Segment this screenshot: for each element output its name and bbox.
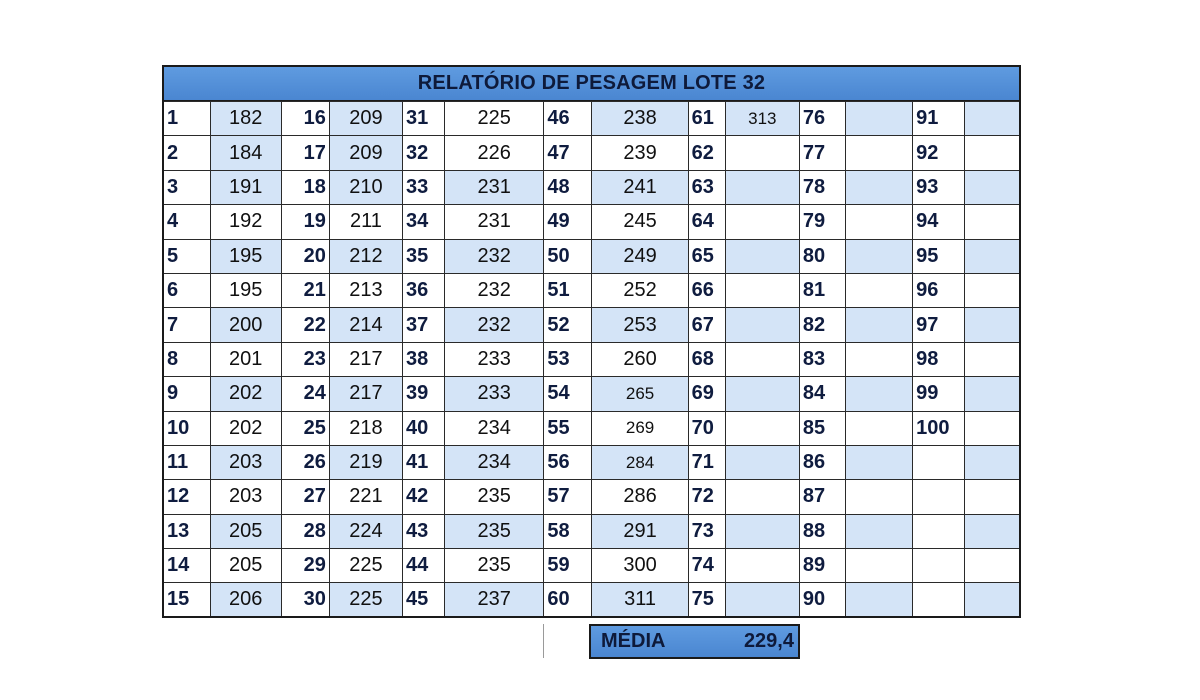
- weight-cell[interactable]: [725, 480, 799, 514]
- row-number-cell: 35: [403, 239, 445, 273]
- row-number-cell: 20: [281, 239, 329, 273]
- row-number-cell: 16: [281, 102, 329, 136]
- row-number-cell: 83: [799, 342, 845, 376]
- weight-cell[interactable]: 214: [329, 308, 402, 342]
- row-number-cell: 78: [799, 170, 845, 204]
- weight-cell[interactable]: [965, 308, 1020, 342]
- weight-cell[interactable]: [725, 273, 799, 307]
- row-number-cell: 9: [163, 377, 210, 411]
- row-number-cell: 43: [403, 514, 445, 548]
- weight-cell[interactable]: 233: [445, 342, 544, 376]
- weight-cell[interactable]: 201: [210, 342, 281, 376]
- weight-cell[interactable]: [846, 308, 913, 342]
- row-number-cell: 88: [799, 514, 845, 548]
- weight-cell[interactable]: [965, 549, 1020, 583]
- row-number-cell: 28: [281, 514, 329, 548]
- row-number-cell: 80: [799, 239, 845, 273]
- weight-cell[interactable]: 269: [592, 411, 688, 445]
- row-number-cell: 81: [799, 273, 845, 307]
- weight-cell[interactable]: 203: [210, 445, 281, 479]
- weight-cell[interactable]: [965, 102, 1020, 136]
- row-number-cell: 57: [544, 480, 592, 514]
- weight-cell[interactable]: [725, 170, 799, 204]
- weight-cell[interactable]: 239: [592, 136, 688, 170]
- row-number-cell: 3: [163, 170, 210, 204]
- weight-cell[interactable]: [846, 342, 913, 376]
- row-number-cell: 94: [913, 205, 965, 239]
- average-label: MÉDIA: [601, 630, 666, 652]
- weight-cell[interactable]: 234: [445, 411, 544, 445]
- table-row: [163, 205, 1020, 239]
- row-number-cell: 47: [544, 136, 592, 170]
- row-number-cell: 32: [403, 136, 445, 170]
- row-number-cell: 27: [281, 480, 329, 514]
- weight-cell[interactable]: 291: [592, 514, 688, 548]
- row-number-cell: 11: [163, 445, 210, 479]
- row-number-cell: 17: [281, 136, 329, 170]
- weight-cell[interactable]: 249: [592, 239, 688, 273]
- row-number-cell: 37: [403, 308, 445, 342]
- row-number-cell: 33: [403, 170, 445, 204]
- weight-cell[interactable]: [725, 445, 799, 479]
- row-number-cell: 30: [281, 583, 329, 617]
- weight-cell[interactable]: 225: [445, 102, 544, 136]
- weight-cell[interactable]: 205: [210, 549, 281, 583]
- weight-cell[interactable]: [846, 549, 913, 583]
- weight-cell[interactable]: 211: [329, 205, 402, 239]
- row-number-cell: 15: [163, 583, 210, 617]
- row-number-cell: 8: [163, 342, 210, 376]
- row-number-cell: 51: [544, 273, 592, 307]
- weight-cell[interactable]: 241: [592, 170, 688, 204]
- weight-cell[interactable]: [725, 411, 799, 445]
- row-number-cell: 4: [163, 205, 210, 239]
- weight-cell[interactable]: [725, 583, 799, 617]
- weight-cell[interactable]: 233: [445, 377, 544, 411]
- weight-cell[interactable]: 253: [592, 308, 688, 342]
- row-number-cell: [913, 583, 965, 617]
- row-number-cell: 25: [281, 411, 329, 445]
- row-number-cell: 93: [913, 170, 965, 204]
- table-row: [163, 583, 1020, 617]
- weight-cell[interactable]: [846, 102, 913, 136]
- report-title: RELATÓRIO DE PESAGEM LOTE 32: [162, 65, 1021, 101]
- row-number-cell: 46: [544, 102, 592, 136]
- weight-cell[interactable]: [725, 136, 799, 170]
- weight-cell[interactable]: 313: [725, 102, 799, 136]
- row-number-cell: 53: [544, 342, 592, 376]
- row-number-cell: 73: [688, 514, 725, 548]
- row-number-cell: 87: [799, 480, 845, 514]
- weights-table: [162, 101, 1021, 618]
- table-row: [163, 308, 1020, 342]
- row-number-cell: 60: [544, 583, 592, 617]
- weight-cell[interactable]: [846, 583, 913, 617]
- weight-cell[interactable]: [965, 136, 1020, 170]
- weight-cell[interactable]: [965, 205, 1020, 239]
- row-number-cell: 74: [688, 549, 725, 583]
- row-number-cell: 31: [403, 102, 445, 136]
- row-number-cell: 7: [163, 308, 210, 342]
- row-number-cell: 23: [281, 342, 329, 376]
- weight-cell[interactable]: [725, 377, 799, 411]
- weight-cell[interactable]: 219: [329, 445, 402, 479]
- weight-cell[interactable]: 221: [329, 480, 402, 514]
- weight-cell[interactable]: [725, 239, 799, 273]
- row-number-cell: 97: [913, 308, 965, 342]
- row-number-cell: 44: [403, 549, 445, 583]
- row-number-cell: 76: [799, 102, 845, 136]
- weight-cell[interactable]: [965, 273, 1020, 307]
- row-number-cell: 72: [688, 480, 725, 514]
- table-row: [163, 514, 1020, 548]
- row-number-cell: 55: [544, 411, 592, 445]
- weight-cell[interactable]: 226: [445, 136, 544, 170]
- weight-cell[interactable]: [725, 549, 799, 583]
- weight-cell[interactable]: 284: [592, 445, 688, 479]
- row-number-cell: 95: [913, 239, 965, 273]
- weight-cell[interactable]: 200: [210, 308, 281, 342]
- average-box: [589, 624, 800, 659]
- weight-cell[interactable]: 224: [329, 514, 402, 548]
- weight-cell[interactable]: 195: [210, 239, 281, 273]
- weight-cell[interactable]: 212: [329, 239, 402, 273]
- weight-cell[interactable]: [846, 480, 913, 514]
- weight-cell[interactable]: [725, 342, 799, 376]
- row-number-cell: 40: [403, 411, 445, 445]
- row-number-cell: [913, 480, 965, 514]
- table-row: [163, 170, 1020, 204]
- table-row: [163, 273, 1020, 307]
- weight-cell[interactable]: [846, 273, 913, 307]
- weight-cell[interactable]: 217: [329, 377, 402, 411]
- row-number-cell: 96: [913, 273, 965, 307]
- row-number-cell: 84: [799, 377, 845, 411]
- row-number-cell: 19: [281, 205, 329, 239]
- row-number-cell: 56: [544, 445, 592, 479]
- weight-cell[interactable]: [725, 205, 799, 239]
- weight-cell[interactable]: 203: [210, 480, 281, 514]
- weight-cell[interactable]: [846, 205, 913, 239]
- weight-cell[interactable]: [965, 514, 1020, 548]
- row-number-cell: 2: [163, 136, 210, 170]
- row-number-cell: 45: [403, 583, 445, 617]
- row-number-cell: 39: [403, 377, 445, 411]
- table-row: [163, 102, 1020, 136]
- row-number-cell: 13: [163, 514, 210, 548]
- weight-cell[interactable]: 232: [445, 308, 544, 342]
- weight-cell[interactable]: 191: [210, 170, 281, 204]
- table-row: [163, 377, 1020, 411]
- weight-cell[interactable]: 235: [445, 549, 544, 583]
- row-number-cell: 24: [281, 377, 329, 411]
- row-number-cell: 36: [403, 273, 445, 307]
- weight-cell[interactable]: 202: [210, 411, 281, 445]
- row-number-cell: 26: [281, 445, 329, 479]
- weight-cell[interactable]: [725, 308, 799, 342]
- weight-cell[interactable]: 192: [210, 205, 281, 239]
- table-row: [163, 549, 1020, 583]
- weight-cell[interactable]: 260: [592, 342, 688, 376]
- weight-cell[interactable]: [846, 514, 913, 548]
- row-number-cell: 61: [688, 102, 725, 136]
- row-number-cell: 62: [688, 136, 725, 170]
- weight-cell[interactable]: 265: [592, 377, 688, 411]
- row-number-cell: 89: [799, 549, 845, 583]
- weight-cell[interactable]: 238: [592, 102, 688, 136]
- row-number-cell: 91: [913, 102, 965, 136]
- weight-cell[interactable]: 232: [445, 273, 544, 307]
- weight-cell[interactable]: [965, 377, 1020, 411]
- weight-cell[interactable]: [965, 170, 1020, 204]
- row-number-cell: [913, 445, 965, 479]
- weight-cell[interactable]: 237: [445, 583, 544, 617]
- row-number-cell: 69: [688, 377, 725, 411]
- weight-cell[interactable]: 202: [210, 377, 281, 411]
- weight-cell[interactable]: 235: [445, 480, 544, 514]
- row-number-cell: 18: [281, 170, 329, 204]
- row-number-cell: 50: [544, 239, 592, 273]
- table-row: [163, 239, 1020, 273]
- weight-cell[interactable]: 245: [592, 205, 688, 239]
- weight-cell[interactable]: [965, 445, 1020, 479]
- weight-cell[interactable]: 300: [592, 549, 688, 583]
- weight-cell[interactable]: 218: [329, 411, 402, 445]
- row-number-cell: 48: [544, 170, 592, 204]
- weight-cell[interactable]: 182: [210, 102, 281, 136]
- weight-cell[interactable]: 232: [445, 239, 544, 273]
- row-number-cell: 6: [163, 273, 210, 307]
- row-number-cell: 75: [688, 583, 725, 617]
- weight-cell[interactable]: [846, 411, 913, 445]
- row-number-cell: 70: [688, 411, 725, 445]
- weight-cell[interactable]: [965, 583, 1020, 617]
- weight-cell[interactable]: 231: [445, 170, 544, 204]
- table-row: [163, 342, 1020, 376]
- weight-cell[interactable]: 209: [329, 136, 402, 170]
- row-number-cell: 29: [281, 549, 329, 583]
- weight-cell[interactable]: 311: [592, 583, 688, 617]
- weight-cell[interactable]: [846, 170, 913, 204]
- row-number-cell: 59: [544, 549, 592, 583]
- weight-cell[interactable]: 210: [329, 170, 402, 204]
- row-number-cell: 99: [913, 377, 965, 411]
- weight-cell[interactable]: 225: [329, 549, 402, 583]
- weight-cell[interactable]: 195: [210, 273, 281, 307]
- row-number-cell: 66: [688, 273, 725, 307]
- row-number-cell: 5: [163, 239, 210, 273]
- weight-cell[interactable]: 234: [445, 445, 544, 479]
- weight-cell[interactable]: [965, 342, 1020, 376]
- weight-cell[interactable]: [846, 239, 913, 273]
- weight-cell[interactable]: 209: [329, 102, 402, 136]
- row-number-cell: 38: [403, 342, 445, 376]
- row-number-cell: 65: [688, 239, 725, 273]
- table-row: [163, 445, 1020, 479]
- row-number-cell: 85: [799, 411, 845, 445]
- weight-cell[interactable]: [846, 377, 913, 411]
- row-number-cell: 34: [403, 205, 445, 239]
- weight-cell[interactable]: [965, 239, 1020, 273]
- weight-cell[interactable]: [846, 136, 913, 170]
- row-number-cell: 100: [913, 411, 965, 445]
- weights-table-body: [163, 102, 1020, 618]
- weight-cell[interactable]: 213: [329, 273, 402, 307]
- weight-cell[interactable]: 235: [445, 514, 544, 548]
- table-row: [163, 411, 1020, 445]
- row-number-cell: 92: [913, 136, 965, 170]
- weight-cell[interactable]: [965, 480, 1020, 514]
- weight-cell[interactable]: [846, 445, 913, 479]
- weight-cell[interactable]: [965, 411, 1020, 445]
- row-number-cell: 22: [281, 308, 329, 342]
- row-number-cell: 41: [403, 445, 445, 479]
- row-number-cell: 79: [799, 205, 845, 239]
- weight-cell[interactable]: 252: [592, 273, 688, 307]
- row-number-cell: 54: [544, 377, 592, 411]
- weight-cell[interactable]: 231: [445, 205, 544, 239]
- row-number-cell: 10: [163, 411, 210, 445]
- table-row: [163, 480, 1020, 514]
- row-number-cell: 64: [688, 205, 725, 239]
- weight-cell[interactable]: 184: [210, 136, 281, 170]
- row-number-cell: 42: [403, 480, 445, 514]
- row-number-cell: 68: [688, 342, 725, 376]
- row-number-cell: 71: [688, 445, 725, 479]
- row-number-cell: 1: [163, 102, 210, 136]
- weight-cell[interactable]: 286: [592, 480, 688, 514]
- row-number-cell: 86: [799, 445, 845, 479]
- table-row: [163, 136, 1020, 170]
- row-number-cell: 82: [799, 308, 845, 342]
- row-number-cell: 52: [544, 308, 592, 342]
- weight-cell[interactable]: 217: [329, 342, 402, 376]
- weighing-report-sheet: [162, 65, 1021, 618]
- row-number-cell: 21: [281, 273, 329, 307]
- row-number-cell: 58: [544, 514, 592, 548]
- weight-cell[interactable]: 205: [210, 514, 281, 548]
- row-number-cell: 49: [544, 205, 592, 239]
- row-number-cell: 14: [163, 549, 210, 583]
- row-number-cell: 12: [163, 480, 210, 514]
- row-number-cell: 67: [688, 308, 725, 342]
- cell-divider-line: [543, 624, 544, 658]
- row-number-cell: 98: [913, 342, 965, 376]
- weight-cell[interactable]: 206: [210, 583, 281, 617]
- row-number-cell: 90: [799, 583, 845, 617]
- weight-cell[interactable]: 225: [329, 583, 402, 617]
- weight-cell[interactable]: [725, 514, 799, 548]
- row-number-cell: [913, 549, 965, 583]
- average-value: 229,4: [743, 630, 794, 652]
- row-number-cell: 77: [799, 136, 845, 170]
- row-number-cell: 63: [688, 170, 725, 204]
- row-number-cell: [913, 514, 965, 548]
